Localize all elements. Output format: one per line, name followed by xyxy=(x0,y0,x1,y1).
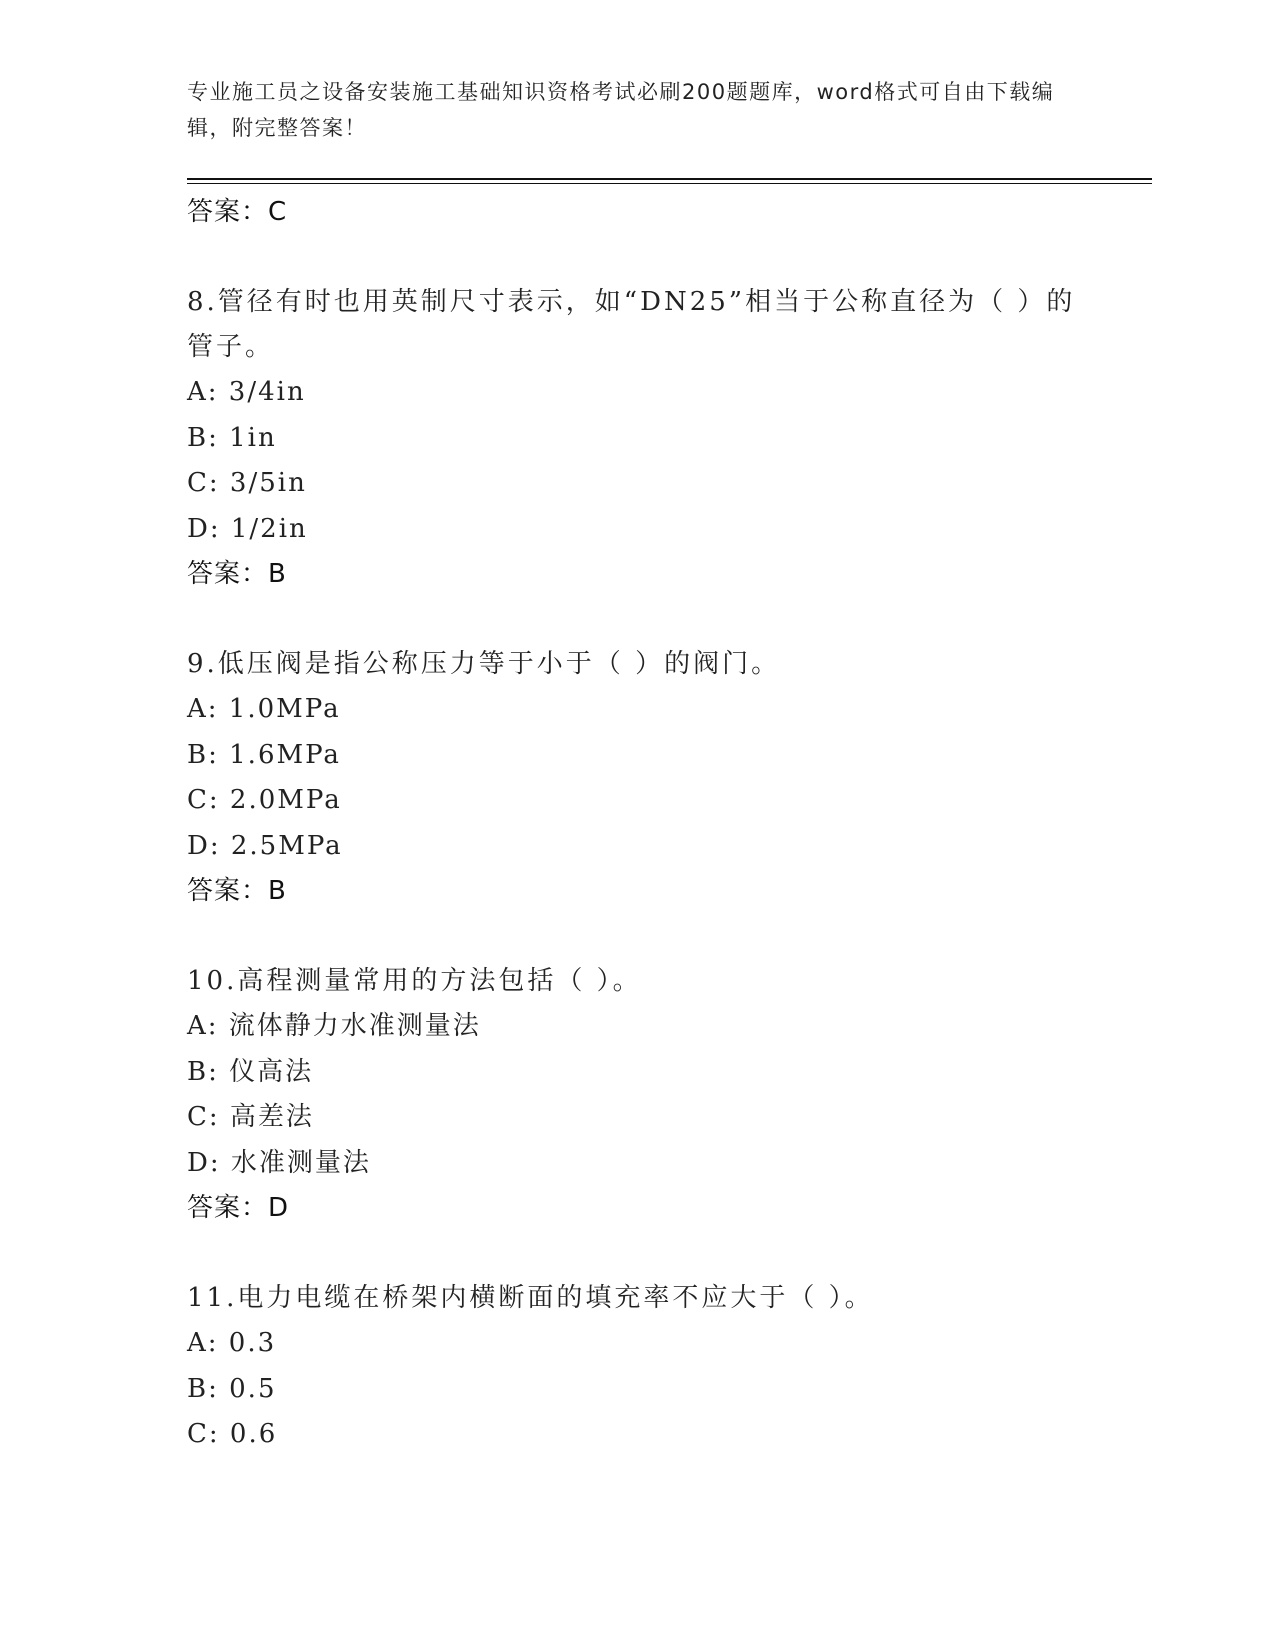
option-a: A: 0.3 xyxy=(187,1328,277,1358)
option-a: A: 流体静力水准测量法 xyxy=(187,1011,481,1041)
option-b: B: 1in xyxy=(187,422,277,453)
answer-line: 答案：D xyxy=(187,1193,290,1223)
header-divider xyxy=(187,178,1152,180)
option-b: B: 0.5 xyxy=(187,1373,277,1404)
question-item xyxy=(187,959,1087,1230)
question-list xyxy=(187,190,1087,1458)
answer-line: 答案：C xyxy=(187,197,288,227)
answer-line: 答案：B xyxy=(187,876,287,906)
option-d: D: 2.5MPa xyxy=(187,830,343,861)
option-a: A: 3/4in xyxy=(187,377,306,407)
option-a: A: 1.0MPa xyxy=(187,694,341,724)
question-stem: 9.低压阀是指公称压力等于小于（ ）的阀门。 xyxy=(187,649,781,679)
option-d: D: 1/2in xyxy=(187,513,308,544)
option-d: D: 水准测量法 xyxy=(187,1147,371,1178)
question-stem: 8.管径有时也用英制尺寸表示，如“DN25”相当于公称直径为（ ）的管子。 xyxy=(187,287,1076,362)
answer-line: 答案：B xyxy=(187,559,287,589)
option-b: B: 1.6MPa xyxy=(187,739,341,770)
question-item xyxy=(187,280,1087,596)
option-c: C: 2.0MPa xyxy=(187,785,342,815)
option-c: C: 高差法 xyxy=(187,1102,314,1132)
option-c: C: 3/5in xyxy=(187,468,307,498)
question-item xyxy=(187,1276,1087,1458)
question-item xyxy=(187,642,1087,913)
header-divider-thin xyxy=(187,183,1152,184)
document-header: 专业施工员之设备安装施工基础知识资格考试必刷200题题库，word格式可自由下载编辑，附完整答案！ xyxy=(187,80,1055,140)
question-stem: 10.高程测量常用的方法包括（ ）。 xyxy=(187,966,642,996)
option-b: B: 仪高法 xyxy=(187,1056,314,1087)
question-stem: 11.电力电缆在桥架内横断面的填充率不应大于（ ）。 xyxy=(187,1283,874,1313)
option-c: C: 0.6 xyxy=(187,1419,278,1449)
